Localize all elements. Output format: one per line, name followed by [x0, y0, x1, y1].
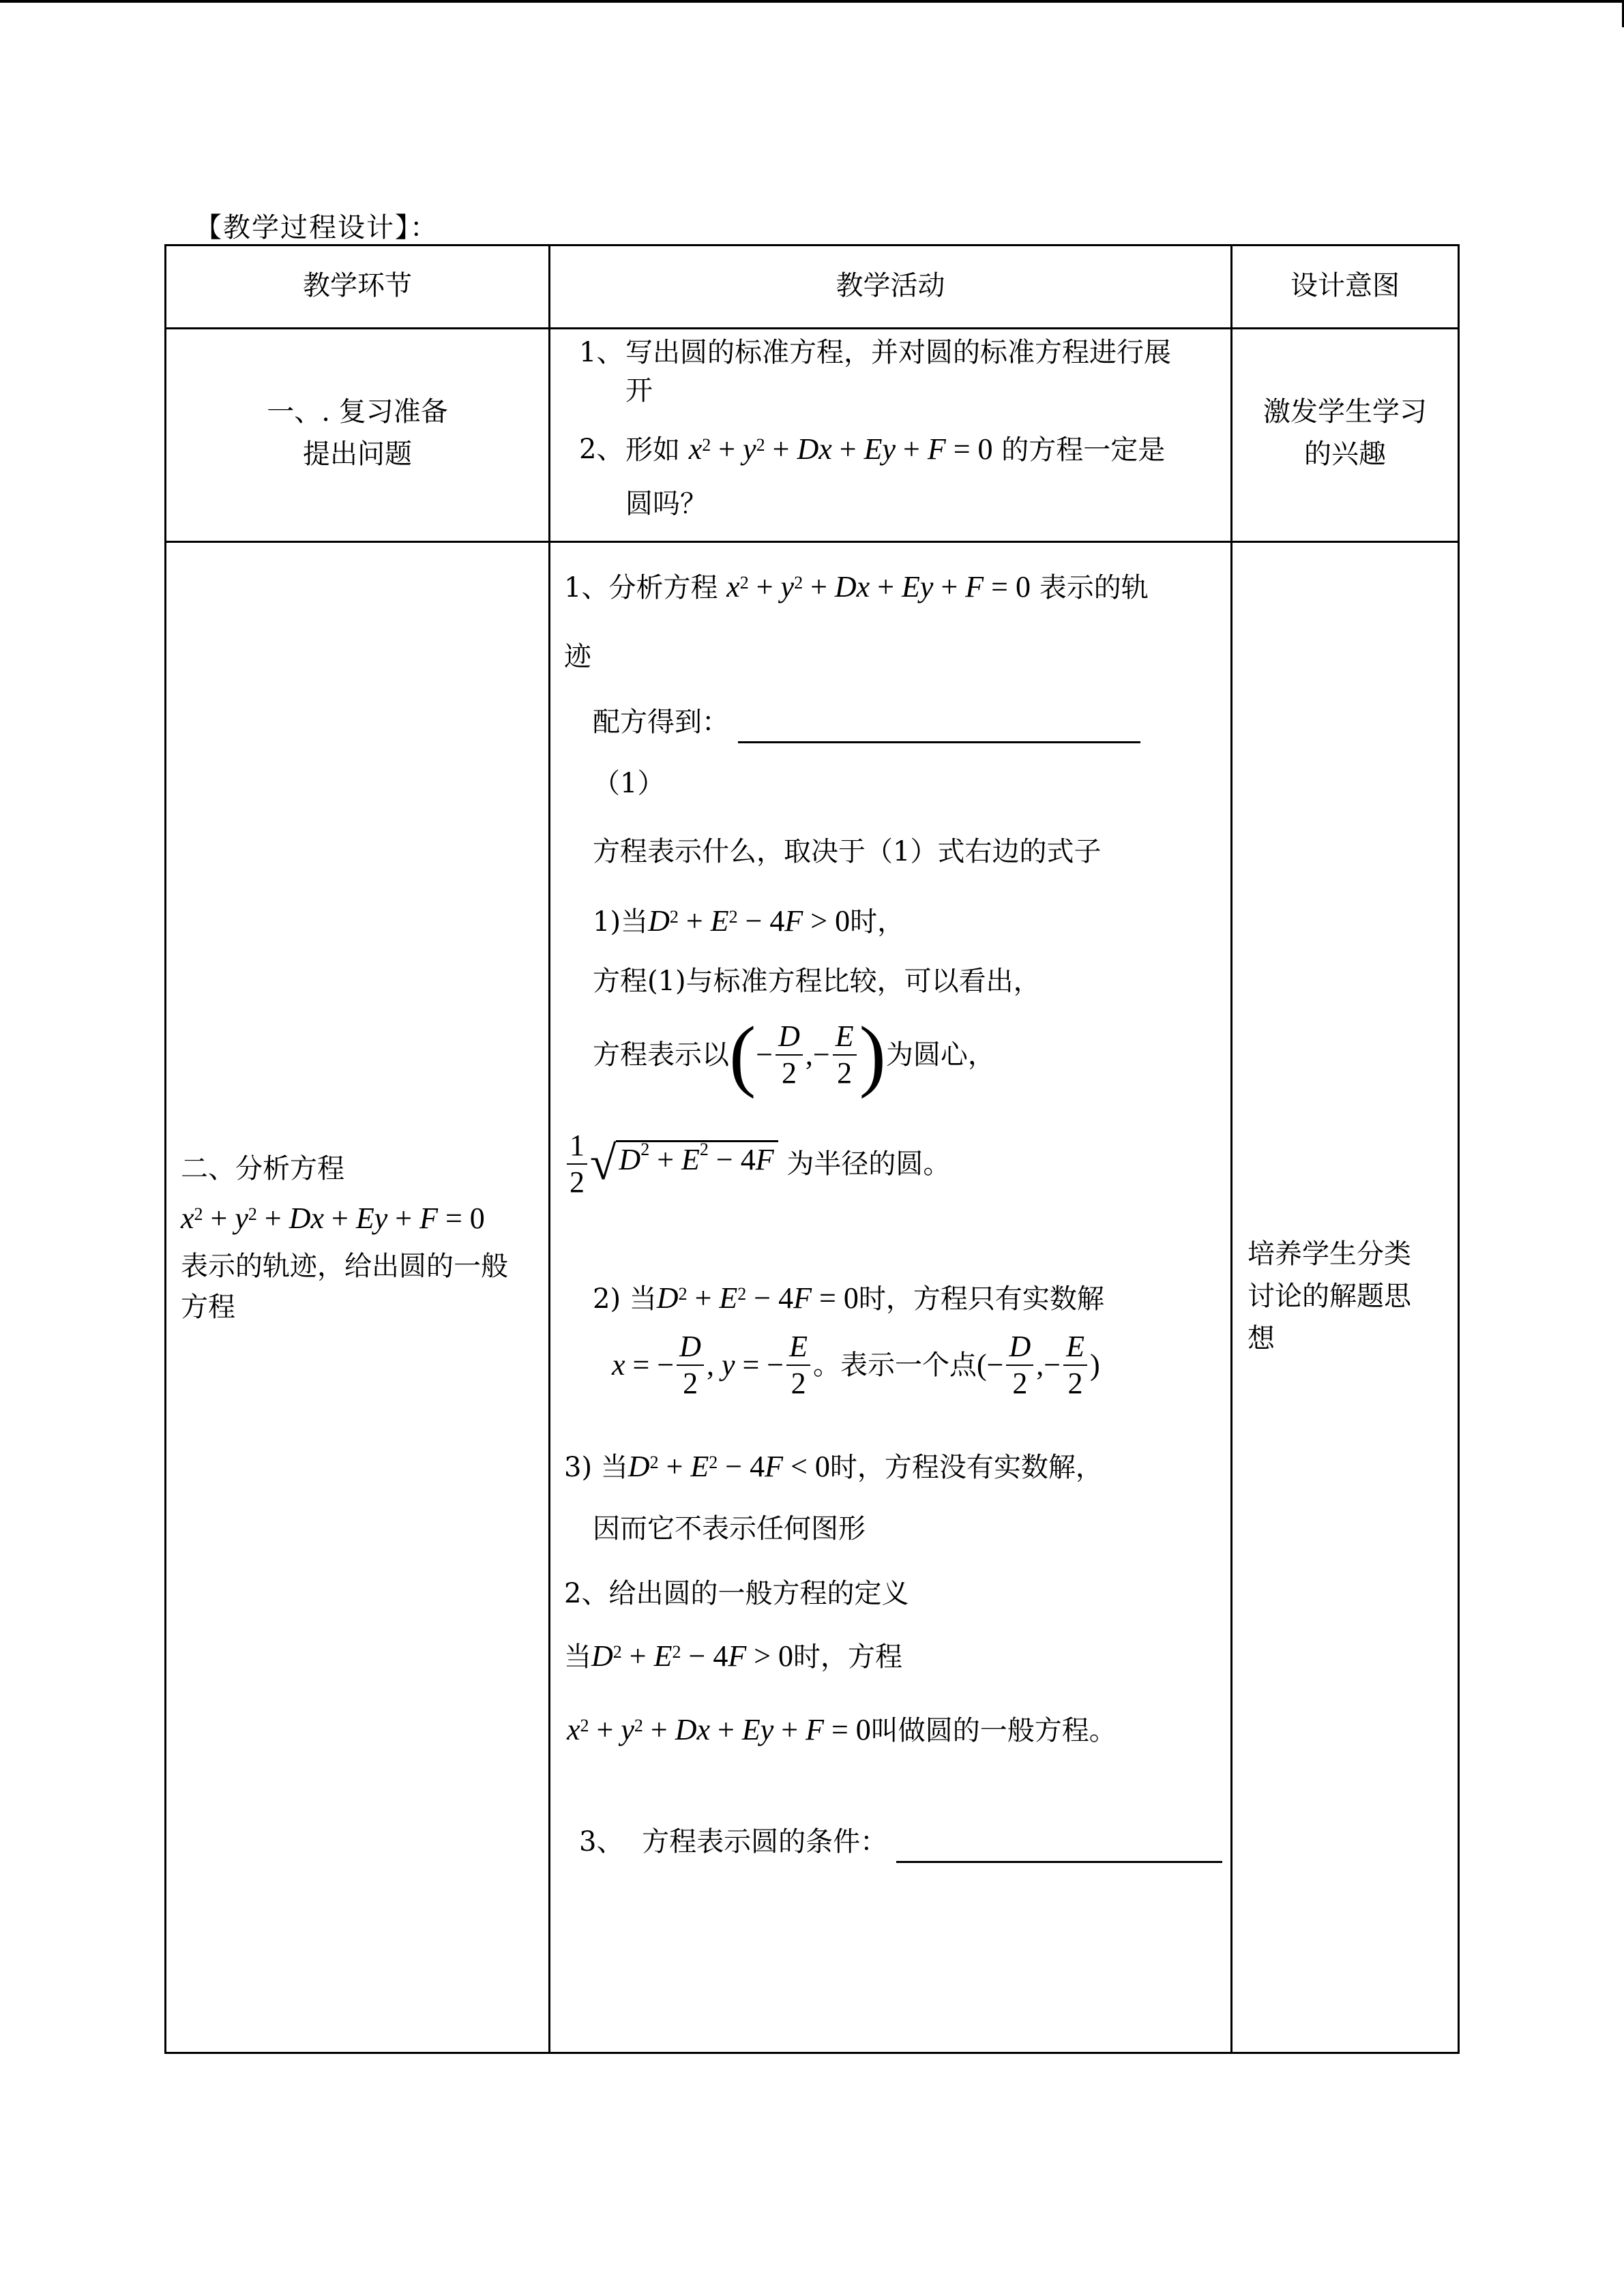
- row2-complete-square: [593, 701, 1140, 743]
- row1-intent-line1: 激发学生学习: [1263, 396, 1427, 428]
- equation-general-circle: $x^2 + y^2 + Dx + Ey + F = 0$: [688, 432, 993, 466]
- row2-b2: 当$D^2 + E^2 - 4F > 0$时，方程: [564, 1639, 903, 1673]
- row2-stage-line1: 二、分析方程: [181, 1153, 344, 1184]
- row2-case1: 1)当$D^2 + E^2 - 4F > 0$时，: [593, 904, 905, 938]
- row2-a1-line1: [564, 566, 1149, 609]
- table-border-left: [164, 244, 166, 2054]
- row2-case2: 2) 当$D^2 + E^2 - 4F = 0$时，方程只有实数解: [593, 1281, 1104, 1315]
- row2-c1: [579, 1821, 1222, 1863]
- row2-activity: [550, 244, 1230, 2052]
- row2-a1-suffix: 表示的轨: [1039, 572, 1149, 603]
- lesson-plan-table: [164, 244, 1460, 2054]
- c1-text: 方程表示圆的条件：: [642, 1826, 888, 1858]
- a6-paren: (1): [647, 966, 686, 997]
- page-top-border: [0, 0, 1624, 3]
- header-intent: 设计意图: [1290, 270, 1400, 301]
- center-suffix: 为圆心，: [885, 1039, 995, 1071]
- point-expression: (− $\frac{D}{2}$ ,− $\frac{E}{2}$ ): [977, 1330, 1100, 1400]
- radius-suffix: 为半径的圆。: [786, 1148, 951, 1180]
- row2-a1-line2: 迹: [564, 641, 591, 672]
- point-solution: x = − $\frac{D}{2}$ , y = − $\frac{E}{2}$: [612, 1345, 813, 1379]
- row2-stage-line3: 表示的轨迹，给出圆的一般: [181, 1251, 508, 1282]
- row1-item2-suffix: 的方程一定是: [1001, 434, 1166, 466]
- row2-intent: [1247, 244, 1452, 2052]
- case1-prefix: 1)当: [593, 906, 649, 938]
- row1-item1-num: 1、: [579, 337, 624, 368]
- row1-stage-line2: 提出问题: [303, 438, 412, 470]
- row2-a4: 方程表示什么，取决于（1）式右边的式子: [593, 836, 1102, 867]
- row2-a6: [593, 960, 1041, 1002]
- section-heading: 【教学过程设计】：: [194, 212, 439, 243]
- row2-intent-line1: 培养学生分类: [1247, 1238, 1411, 1270]
- center-expression: (− $\frac{D}{2}$ ,− $\frac{E}{2}$ ): [729, 1010, 886, 1099]
- row1-item1-line1: 写出圆的标准方程，并对圆的标准方程进行展: [625, 337, 1171, 368]
- row2-stage-equation: [181, 1197, 485, 1240]
- row1-item2-line2: 圆吗？: [625, 488, 707, 520]
- row1-item2-prefix: 形如: [625, 434, 680, 466]
- case1-suffix: 时，: [850, 906, 905, 938]
- row2-intent-line3: 想: [1247, 1323, 1275, 1354]
- a6-prefix: 方程: [593, 966, 647, 997]
- row2-intent-line2: 讨论的解题思: [1247, 1281, 1411, 1312]
- complete-square-label: 配方得到：: [593, 706, 729, 738]
- row2-radius: [564, 1131, 950, 1197]
- circle-condition-blank[interactable]: [896, 1834, 1222, 1863]
- row2-stage-line4: 方程: [181, 1292, 235, 1323]
- point-mid: 。表示一个点: [813, 1350, 977, 1382]
- a6-suffix: 与标准方程比较，可以看出，: [685, 966, 1041, 997]
- row2-a1-prefix: 1、分析方程: [564, 572, 718, 603]
- row2-eq-number: （1）: [593, 768, 665, 799]
- row2-center: [593, 1010, 995, 1099]
- case3-prefix: 3) 当: [564, 1452, 628, 1483]
- equation-general-circle: $x^2 + y^2 + Dx + Ey + F = 0$: [726, 570, 1031, 603]
- row1-item2-num: 2、: [579, 434, 624, 465]
- row2-point: [612, 1332, 1100, 1399]
- complete-square-blank[interactable]: [738, 714, 1140, 743]
- equation-general-circle: $x^2 + y^2 + Dx + Ey + F = 0$: [181, 1202, 485, 1235]
- header-stage: 教学环节: [303, 270, 412, 301]
- b3-suffix: 叫做圆的一般方程。: [870, 1715, 1117, 1746]
- radius-expression: $\frac{1}{2}$ √ $D^2 + E^2 - 4F$: [564, 1144, 778, 1178]
- table-border-bottom: [164, 2052, 1460, 2054]
- b2-suffix: 时，方程: [793, 1641, 903, 1673]
- case2-prefix: 2) 当: [593, 1283, 657, 1315]
- table-border-right: [1458, 244, 1460, 2054]
- row1-stage-line1: 一、. 复习准备: [267, 396, 448, 428]
- b2-prefix: 当: [564, 1641, 591, 1673]
- c1-num: 3、: [579, 1826, 624, 1858]
- row2-stage: [181, 244, 542, 2052]
- row2-case3: 3) 当$D^2 + E^2 - 4F < 0$时，方程没有实数解，: [564, 1450, 1103, 1483]
- case2-suffix: 时，方程只有实数解: [858, 1283, 1104, 1315]
- center-prefix: 方程表示以: [593, 1039, 729, 1071]
- row1-intent-line2: 的兴趣: [1304, 438, 1386, 470]
- case3-suffix: 时，方程没有实数解，: [829, 1452, 1103, 1483]
- table-border-col2: [1230, 244, 1232, 2054]
- equation-general-circle: $x^2 + y^2 + Dx + Ey + F = 0$: [567, 1713, 871, 1746]
- row2-b1: 2、给出圆的一般方程的定义: [564, 1578, 909, 1609]
- row2-b3: [567, 1709, 1117, 1752]
- row1-item1-line2: 开: [625, 375, 653, 406]
- header-activity: 教学活动: [836, 270, 945, 301]
- row2-a12: 因而它不表示任何图形: [593, 1513, 866, 1545]
